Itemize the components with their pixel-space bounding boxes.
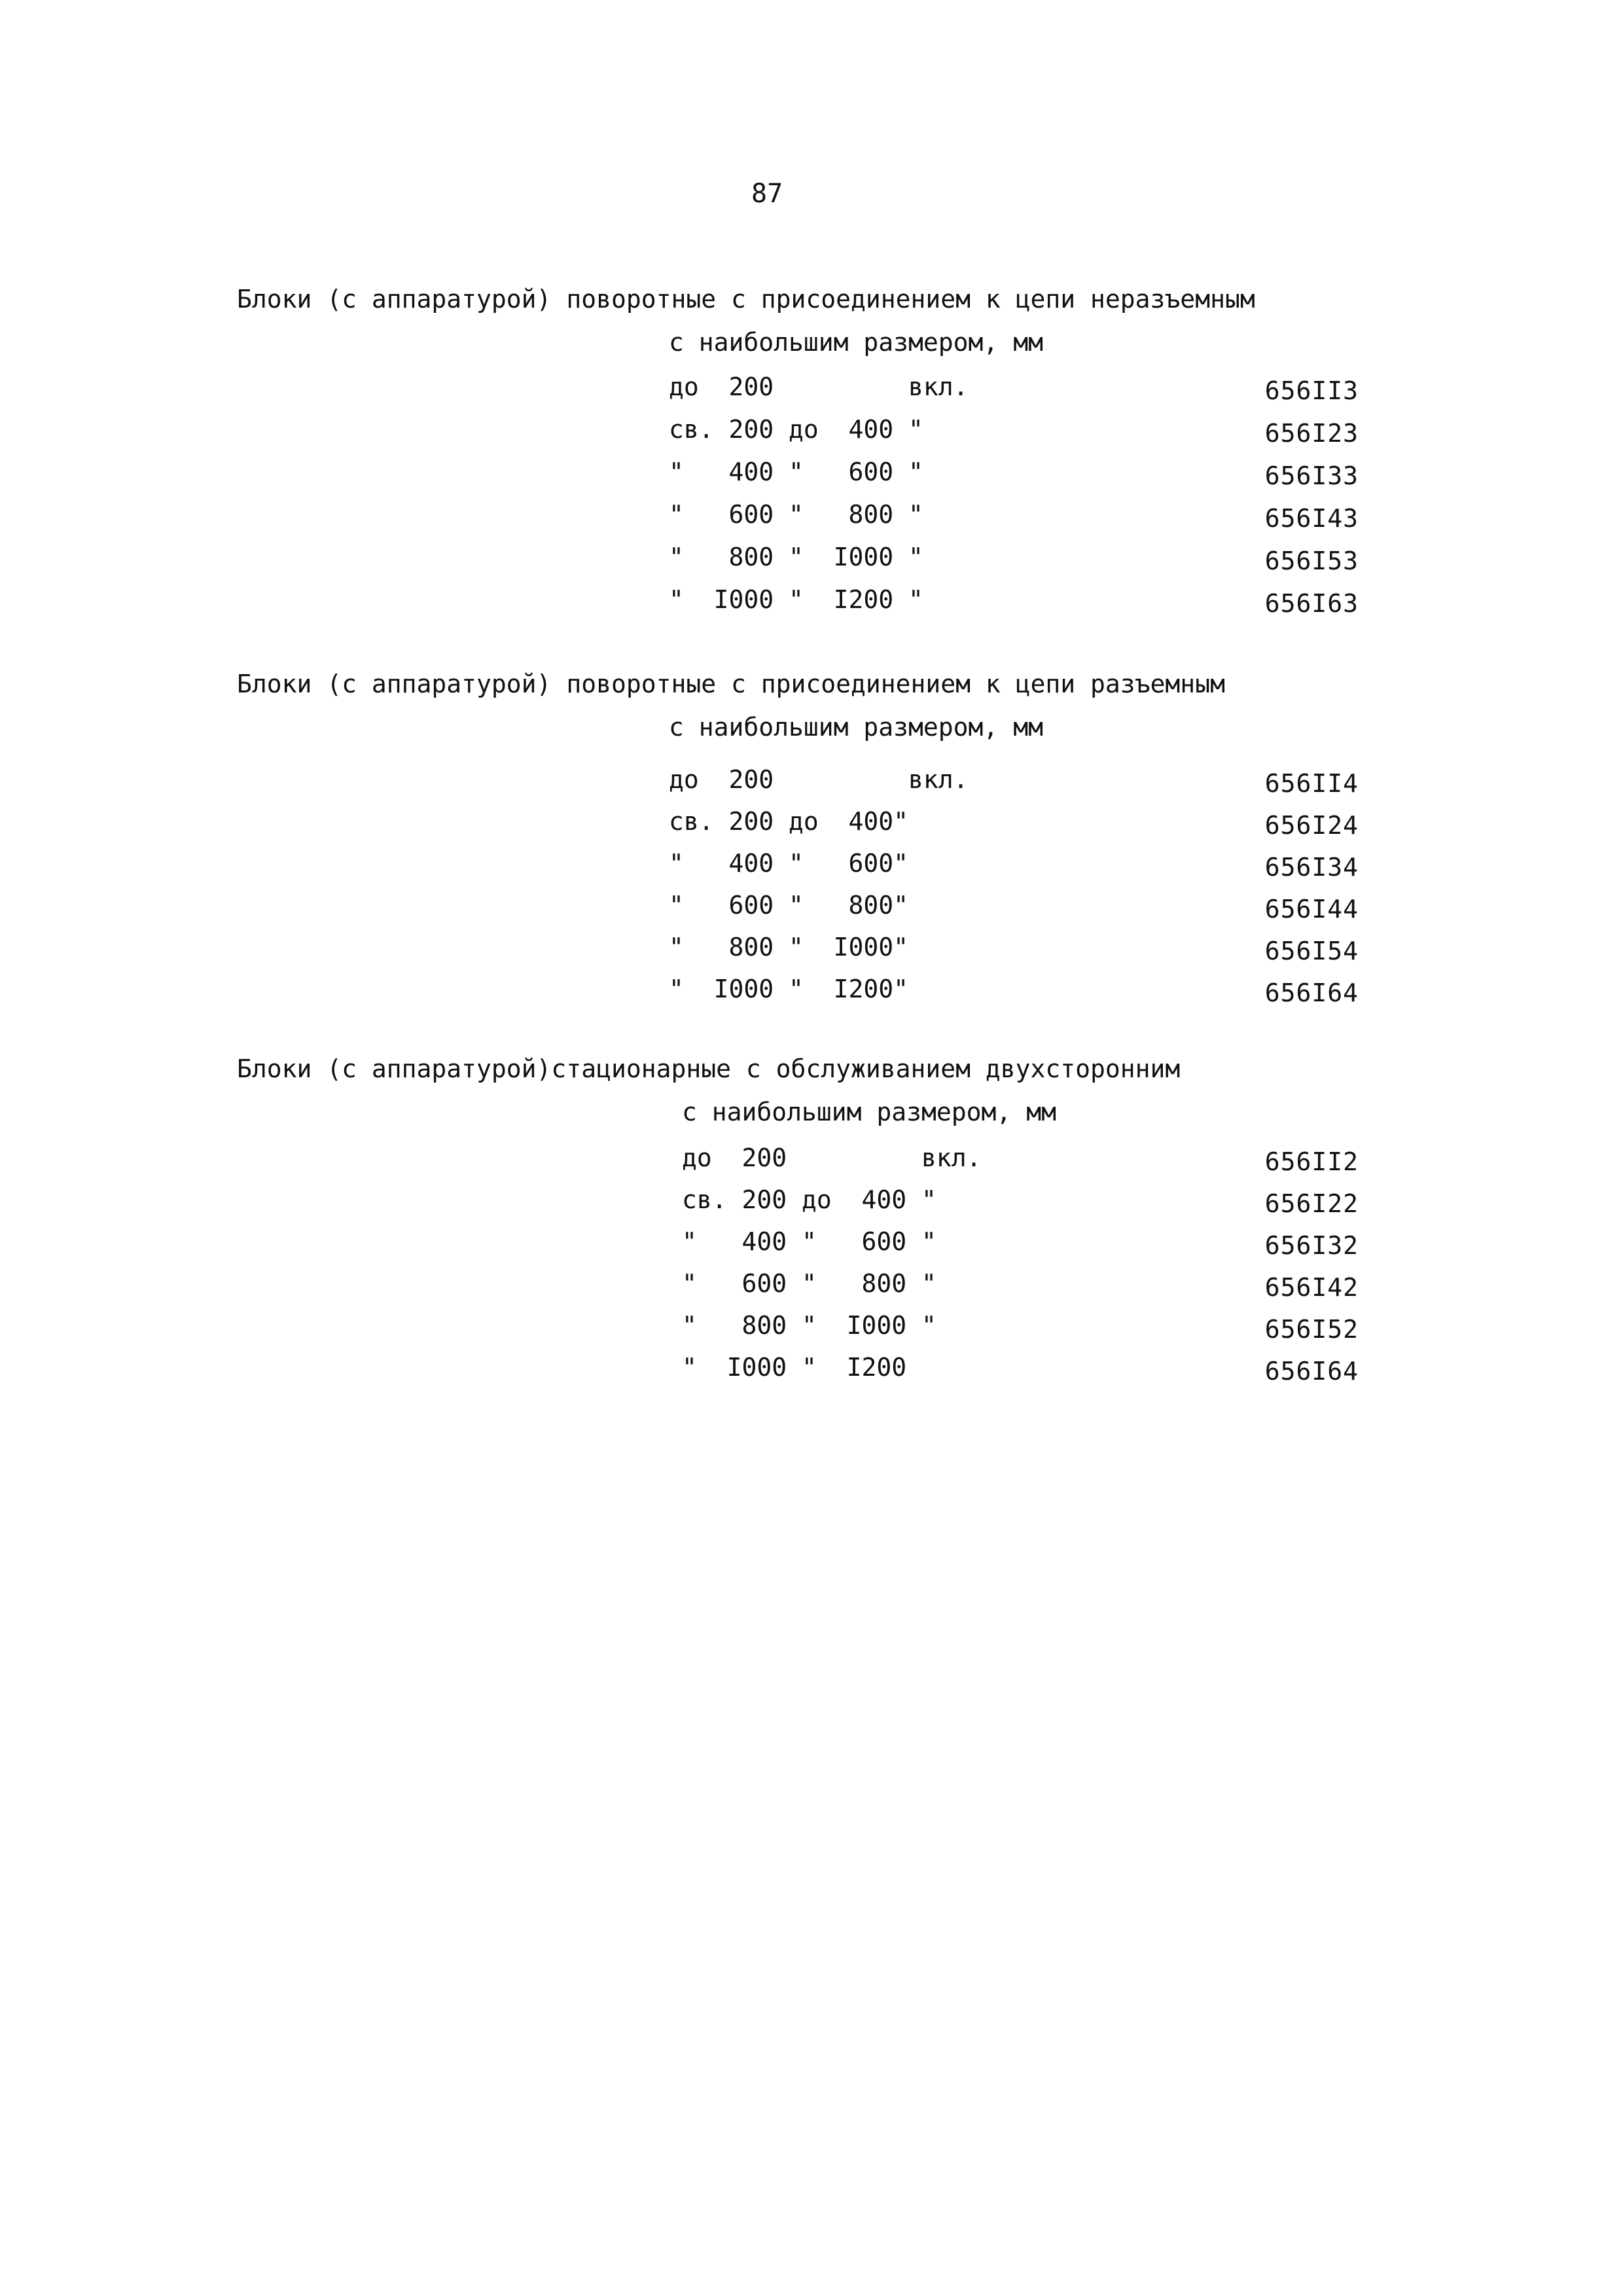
size-range: св. 200 до 400 " <box>669 415 923 444</box>
section-subheading: с наибольшим размером, мм <box>669 328 1043 357</box>
section-subheading: с наибольшим размером, мм <box>682 1098 1056 1126</box>
size-range: " I000 " I200 " <box>669 585 923 614</box>
size-range: " 400 " 600 " <box>669 457 923 486</box>
size-range: " 400 " 600 " <box>682 1227 936 1256</box>
table-row <box>0 809 1623 842</box>
table-row <box>0 1187 1623 1220</box>
table-row <box>0 587 1623 620</box>
item-code: 656I42 <box>1264 1273 1359 1302</box>
section-heading: Блоки (с аппаратурой) поворотные с присоединением к цепи неразъемным <box>237 285 1255 314</box>
table-row <box>0 977 1623 1009</box>
item-code: 656I54 <box>1264 937 1359 965</box>
item-code: 656I23 <box>1264 419 1359 448</box>
size-range: до 200 вкл. <box>682 1143 982 1172</box>
item-code: 656I44 <box>1264 895 1359 924</box>
table-row <box>0 374 1623 407</box>
size-range: " I000 " I200 <box>682 1353 907 1382</box>
size-range: до 200 вкл. <box>669 372 969 401</box>
table-row <box>0 1355 1623 1388</box>
item-code: 656I34 <box>1264 853 1359 882</box>
item-code: 656I64 <box>1264 1357 1359 1386</box>
table-row <box>0 1313 1623 1346</box>
size-range: " 800 " I000" <box>669 933 909 961</box>
page-number: 87 <box>751 179 783 209</box>
item-code: 656II2 <box>1264 1147 1359 1176</box>
table-row <box>0 502 1623 535</box>
table-row <box>0 851 1623 884</box>
size-range: " 400 " 600" <box>669 849 909 878</box>
item-code: 656I64 <box>1264 978 1359 1007</box>
section-heading: Блоки (с аппаратурой)стационарные с обслуживанием двухсторонним <box>237 1054 1181 1083</box>
table-row <box>0 935 1623 967</box>
size-range: до 200 вкл. <box>669 765 969 794</box>
item-code: 656I43 <box>1264 504 1359 533</box>
table-row <box>0 459 1623 492</box>
table-row <box>0 417 1623 450</box>
item-code: 656I24 <box>1264 811 1359 840</box>
size-range: " 600 " 800" <box>669 891 909 920</box>
section-heading: Блоки (с аппаратурой) поворотные с присоединением к цепи разъемным <box>237 670 1225 698</box>
table-row <box>0 767 1623 800</box>
size-range: св. 200 до 400 " <box>682 1185 936 1214</box>
item-code: 656I53 <box>1264 547 1359 575</box>
size-range: св. 200 до 400" <box>669 807 909 836</box>
item-code: 656I22 <box>1264 1189 1359 1218</box>
size-range: " 600 " 800 " <box>669 500 923 529</box>
size-range: " 800 " I000 " <box>669 543 923 571</box>
item-code: 656I63 <box>1264 589 1359 618</box>
item-code: 656II4 <box>1264 769 1359 798</box>
table-row <box>0 893 1623 925</box>
item-code: 656I32 <box>1264 1231 1359 1260</box>
table-row <box>0 1145 1623 1178</box>
size-range: " 600 " 800 " <box>682 1269 936 1298</box>
table-row <box>0 545 1623 577</box>
size-range: " 800 " I000 " <box>682 1311 936 1340</box>
section-subheading: с наибольшим размером, мм <box>669 713 1043 742</box>
size-range: " I000 " I200" <box>669 975 909 1003</box>
table-row <box>0 1271 1623 1304</box>
item-code: 656I33 <box>1264 461 1359 490</box>
item-code: 656I52 <box>1264 1315 1359 1344</box>
table-row <box>0 1229 1623 1262</box>
item-code: 656II3 <box>1264 376 1359 405</box>
